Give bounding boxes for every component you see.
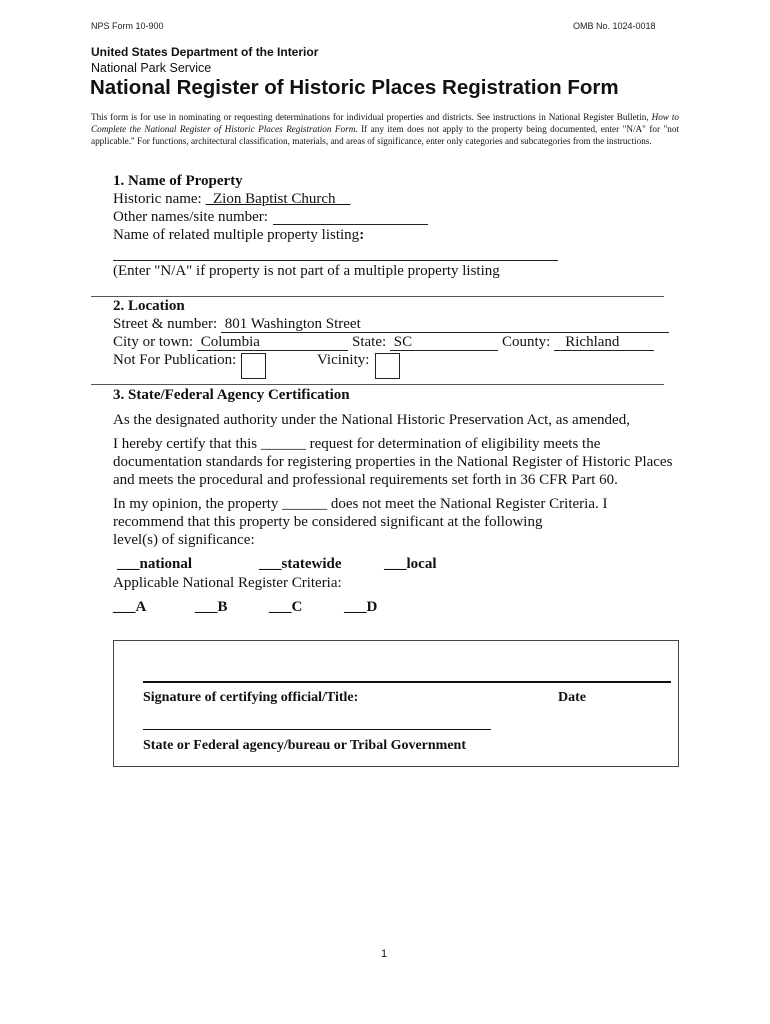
intro-bulletin-title: How to Complete the National Register of Historic Places Registration Form. xyxy=(91,112,679,135)
criterion-d[interactable]: ___D xyxy=(344,599,378,615)
service: National Park Service xyxy=(91,61,212,75)
agency-label: State or Federal agency/bureau or Tribal Government xyxy=(143,738,467,753)
not-for-publication-label: Not For Publication: xyxy=(113,352,237,368)
level-statewide[interactable]: ___statewide xyxy=(259,556,342,572)
historic-name-row xyxy=(113,191,350,208)
state-value: SC xyxy=(390,334,413,350)
section1-heading: 1. Name of Property xyxy=(113,173,243,189)
agency-line[interactable] xyxy=(143,729,491,730)
other-names-field[interactable] xyxy=(273,224,428,225)
multiple-listing-row xyxy=(113,227,364,244)
divider-1 xyxy=(91,296,664,297)
city-value: Columbia xyxy=(197,334,260,350)
certify-line-1: I hereby certify that this ______ request for determination of eligibility meets the xyxy=(113,436,601,452)
opinion-line-3: level(s) of significance: xyxy=(113,532,255,548)
street-value: 801 Washington Street xyxy=(221,316,361,332)
multiple-listing-colon: : xyxy=(359,227,365,243)
omb-number: OMB No. 1024-0018 xyxy=(573,21,656,31)
state-field[interactable] xyxy=(390,334,498,351)
intro-paragraph xyxy=(91,111,679,148)
multiple-listing-note: (Enter "N/A" if property is not part of a multiple property listing xyxy=(113,263,500,279)
divider-2 xyxy=(91,384,664,385)
criterion-b[interactable]: ___B xyxy=(195,599,228,615)
city-label: City or town: xyxy=(113,334,194,350)
county-value: Richland xyxy=(554,334,620,350)
multiple-listing-field[interactable] xyxy=(113,260,558,261)
historic-name-label: Historic name: xyxy=(113,191,202,207)
section2-heading: 2. Location xyxy=(113,298,185,314)
page-title: National Register of Historic Places Registration Form xyxy=(90,76,619,99)
authority-statement: As the designated authority under the National Historic Preservation Act, as amended, xyxy=(113,412,630,428)
other-names-label: Other names/site number: xyxy=(113,209,268,225)
certify-line-3: and meets the procedural and professional requirements set forth in 36 CFR Part 60. xyxy=(113,472,618,488)
street-field[interactable] xyxy=(221,316,669,333)
form-id: NPS Form 10-900 xyxy=(91,21,164,31)
multiple-listing-label: Name of related multiple property listing xyxy=(113,227,360,243)
level-national[interactable]: ___national xyxy=(117,556,193,572)
city-field[interactable] xyxy=(197,334,348,351)
signature-line[interactable] xyxy=(143,681,671,683)
signature-label: Signature of certifying official/Title: xyxy=(143,690,359,705)
date-label: Date xyxy=(558,690,586,705)
page-number: 1 xyxy=(381,948,388,960)
intro-text-2: If any item does not apply to the property being documented, enter "N/A" for "not applicable." For functions, architectural classification, materials, and areas of significance, enter only categories and subcategories from the instructions. xyxy=(91,124,679,147)
level-local[interactable]: ___local xyxy=(384,556,437,572)
criterion-a[interactable]: ___A xyxy=(113,599,147,615)
county-field[interactable] xyxy=(554,334,654,351)
street-label: Street & number: xyxy=(113,316,218,332)
criterion-c[interactable]: ___C xyxy=(269,599,303,615)
certify-line-2: documentation standards for registering properties in the National Register of Historic Places xyxy=(113,454,673,470)
opinion-line-2: recommend that this property be considered significant at the following xyxy=(113,514,543,530)
criteria-label: Applicable National Register Criteria: xyxy=(113,575,342,591)
department: United States Department of the Interior xyxy=(91,45,319,59)
historic-name-field[interactable]: Zion Baptist Church xyxy=(205,191,351,207)
county-label: County: xyxy=(502,334,551,350)
opinion-line-1: In my opinion, the property ______ does not meet the National Register Criteria. I xyxy=(113,496,608,512)
state-label: State: xyxy=(352,334,387,350)
vicinity-label: Vicinity: xyxy=(317,352,370,368)
section3-heading: 3. State/Federal Agency Certification xyxy=(113,387,350,403)
intro-text-1: This form is for use in nominating or requesting determinations for individual properties and districts. See instructions in National Register Bulletin, xyxy=(91,112,652,122)
vicinity-checkbox[interactable] xyxy=(375,353,400,379)
not-for-publication-checkbox[interactable] xyxy=(241,353,266,379)
